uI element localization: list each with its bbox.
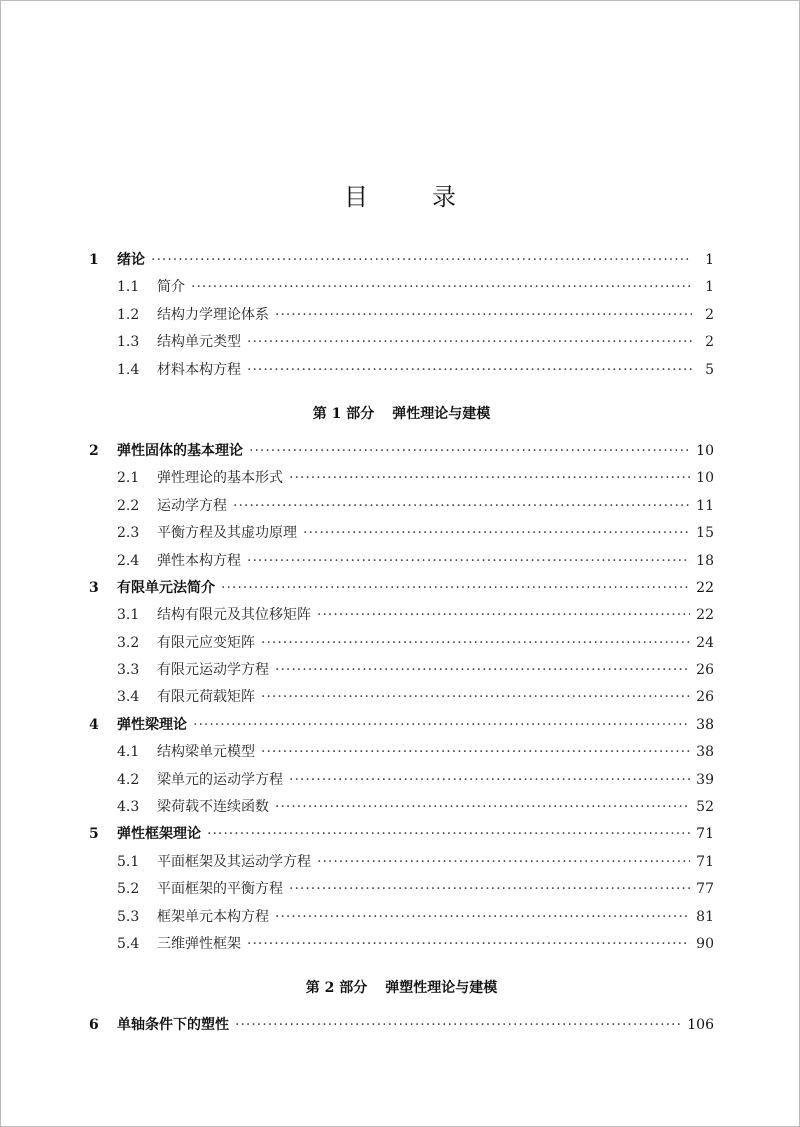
entry-page-number: 1: [705, 279, 714, 296]
entry-title: 平衡方程及其虚功原理: [157, 525, 297, 542]
toc-section-entry[interactable]: [89, 686, 714, 713]
entry-number: 2.1: [117, 470, 140, 487]
entry-page-number: 2: [705, 306, 714, 323]
entry-page-number: 81: [696, 908, 714, 925]
toc-section-entry[interactable]: [89, 276, 714, 303]
dot-leader: [233, 498, 690, 514]
toc-section-entry[interactable]: [89, 467, 714, 494]
entry-page-number: 1: [705, 252, 714, 268]
dot-leader: [289, 470, 690, 486]
toc-section-entry[interactable]: [89, 304, 714, 331]
entry-number: 4.2: [117, 771, 140, 788]
entry-title: 材料本构方程: [157, 361, 241, 378]
toc-section-entry[interactable]: [89, 933, 714, 960]
entry-title: 有限元应变矩阵: [157, 634, 255, 651]
dot-leader: [207, 826, 690, 842]
page-title: [1, 177, 800, 212]
entry-page-number: 11: [696, 497, 714, 514]
dot-leader: [249, 443, 690, 459]
dot-leader: [275, 307, 692, 323]
entry-number: 3: [89, 579, 99, 596]
dot-leader: [275, 909, 690, 925]
entry-page-number: 38: [696, 716, 714, 733]
entry-title: 结构力学理论体系: [157, 306, 269, 323]
toc-section-entry[interactable]: [89, 359, 714, 386]
entry-number: 1.1: [117, 279, 140, 296]
toc-section-entry[interactable]: [89, 522, 714, 549]
entry-title: 有限元运动学方程: [157, 662, 269, 679]
toc-section-entry[interactable]: [89, 550, 714, 577]
entry-number: 5.3: [117, 908, 140, 925]
toc-section-entry[interactable]: [89, 796, 714, 823]
dot-leader: [261, 744, 690, 760]
entry-title: 运动学方程: [157, 497, 227, 514]
dot-leader: [289, 772, 690, 788]
toc-section-entry[interactable]: [89, 906, 714, 933]
toc-chapter-entry[interactable]: [89, 1014, 714, 1041]
entry-number: 2.2: [117, 497, 140, 514]
table-of-contents: [89, 249, 714, 1042]
entry-page-number: 22: [696, 579, 714, 596]
entry-number: 5.1: [117, 853, 140, 870]
toc-section-entry[interactable]: [89, 769, 714, 796]
entry-title: 弹性本构方程: [157, 552, 241, 569]
entry-title: 弹性理论的基本形式: [157, 470, 283, 487]
dot-leader: [191, 279, 692, 295]
entry-title: 框架单元本构方程: [157, 908, 269, 925]
entry-number: 2.4: [117, 552, 140, 569]
entry-title: 结构单元类型: [157, 334, 241, 351]
dot-leader: [247, 553, 690, 569]
toc-chapter-entry[interactable]: [89, 714, 714, 741]
entry-number: 1: [89, 252, 99, 268]
entry-page-number: 5: [705, 361, 714, 378]
entry-number: 4.3: [117, 799, 140, 816]
part-number: 第 2 部分: [305, 980, 368, 997]
toc-section-entry[interactable]: [89, 495, 714, 522]
entry-page-number: 18: [696, 552, 714, 569]
entry-title: 梁荷载不连续函数: [157, 799, 269, 816]
entry-title: 结构梁单元模型: [157, 744, 255, 761]
entry-number: 6: [89, 1017, 99, 1034]
entry-page-number: 52: [696, 799, 714, 816]
entry-number: 3.3: [117, 662, 140, 679]
entry-page-number: 77: [696, 881, 714, 898]
entry-number: 4: [89, 716, 99, 733]
dot-leader: [247, 362, 692, 378]
entry-number: 1.4: [117, 361, 140, 378]
entry-title: 平面框架及其运动学方程: [157, 853, 311, 870]
entry-title: 弹性固体的基本理论: [117, 442, 243, 459]
entry-title: 弹性框架理论: [117, 826, 201, 843]
entry-number: 2: [89, 442, 99, 459]
entry-number: 2.3: [117, 525, 140, 542]
entry-title: 三维弹性框架: [157, 935, 241, 952]
part-title: 弹塑性理论与建模: [385, 980, 498, 997]
dot-leader: [275, 799, 690, 815]
toc-chapter-entry[interactable]: [89, 577, 714, 604]
entry-page-number: 106: [687, 1017, 714, 1034]
entry-page-number: 24: [696, 634, 714, 651]
toc-section-entry[interactable]: [89, 632, 714, 659]
entry-number: 3.2: [117, 634, 140, 651]
dot-leader: [317, 607, 690, 623]
entry-number: 5.2: [117, 881, 140, 898]
dot-leader: [289, 881, 690, 897]
entry-number: 5: [89, 826, 99, 843]
entry-title: 弹性梁理论: [117, 716, 187, 733]
toc-section-entry[interactable]: [89, 741, 714, 768]
dot-leader: [275, 662, 690, 678]
entry-number: 1.3: [117, 334, 140, 351]
entry-page-number: 38: [696, 744, 714, 761]
toc-chapter-entry[interactable]: [89, 249, 714, 276]
dot-leader: [235, 1017, 681, 1033]
entry-page-number: 26: [696, 662, 714, 679]
part-title: 弹性理论与建模: [392, 405, 491, 422]
entry-title: 结构有限元及其位移矩阵: [157, 607, 311, 624]
dot-leader: [317, 854, 690, 870]
toc-section-entry[interactable]: [89, 659, 714, 686]
entry-page-number: 26: [696, 689, 714, 706]
entry-title: 有限单元法简介: [117, 579, 215, 596]
entry-number: 3.1: [117, 607, 140, 624]
entry-title: 梁单元的运动学方程: [157, 771, 283, 788]
dot-leader: [303, 525, 690, 541]
dot-leader: [247, 334, 692, 350]
toc-chapter-entry[interactable]: [89, 440, 714, 467]
dot-leader: [221, 580, 690, 596]
toc-section-entry[interactable]: [89, 851, 714, 878]
entry-number: 5.4: [117, 935, 140, 952]
part-heading: [89, 386, 714, 440]
dot-leader: [193, 717, 690, 733]
toc-section-entry[interactable]: [89, 604, 714, 631]
title-char-2: 录: [432, 183, 458, 211]
entry-page-number: 15: [696, 525, 714, 542]
entry-title: 有限元荷载矩阵: [157, 689, 255, 706]
entry-number: 1.2: [117, 306, 140, 323]
entry-title: 单轴条件下的塑性: [117, 1017, 229, 1034]
toc-chapter-entry[interactable]: [89, 823, 714, 850]
toc-section-entry[interactable]: [89, 878, 714, 905]
part-heading: [89, 960, 714, 1014]
entry-page-number: 39: [696, 771, 714, 788]
entry-number: 3.4: [117, 689, 140, 706]
dot-leader: [261, 689, 690, 705]
entry-title: 绪论: [117, 252, 145, 268]
entry-page-number: 90: [696, 935, 714, 952]
entry-title: 平面框架的平衡方程: [157, 881, 283, 898]
part-number: 第 1 部分: [312, 405, 375, 422]
entry-page-number: 10: [696, 470, 714, 487]
entry-number: 4.1: [117, 744, 140, 761]
entry-page-number: 2: [705, 334, 714, 351]
toc-section-entry[interactable]: [89, 331, 714, 358]
title-char-1: 目: [344, 183, 370, 211]
entry-page-number: 71: [696, 853, 714, 870]
dot-leader: [261, 635, 690, 651]
entry-page-number: 10: [696, 442, 714, 459]
dot-leader: [151, 252, 692, 268]
entry-page-number: 71: [696, 826, 714, 843]
entry-title: 简介: [157, 279, 185, 296]
entry-page-number: 22: [696, 607, 714, 624]
dot-leader: [247, 936, 690, 952]
